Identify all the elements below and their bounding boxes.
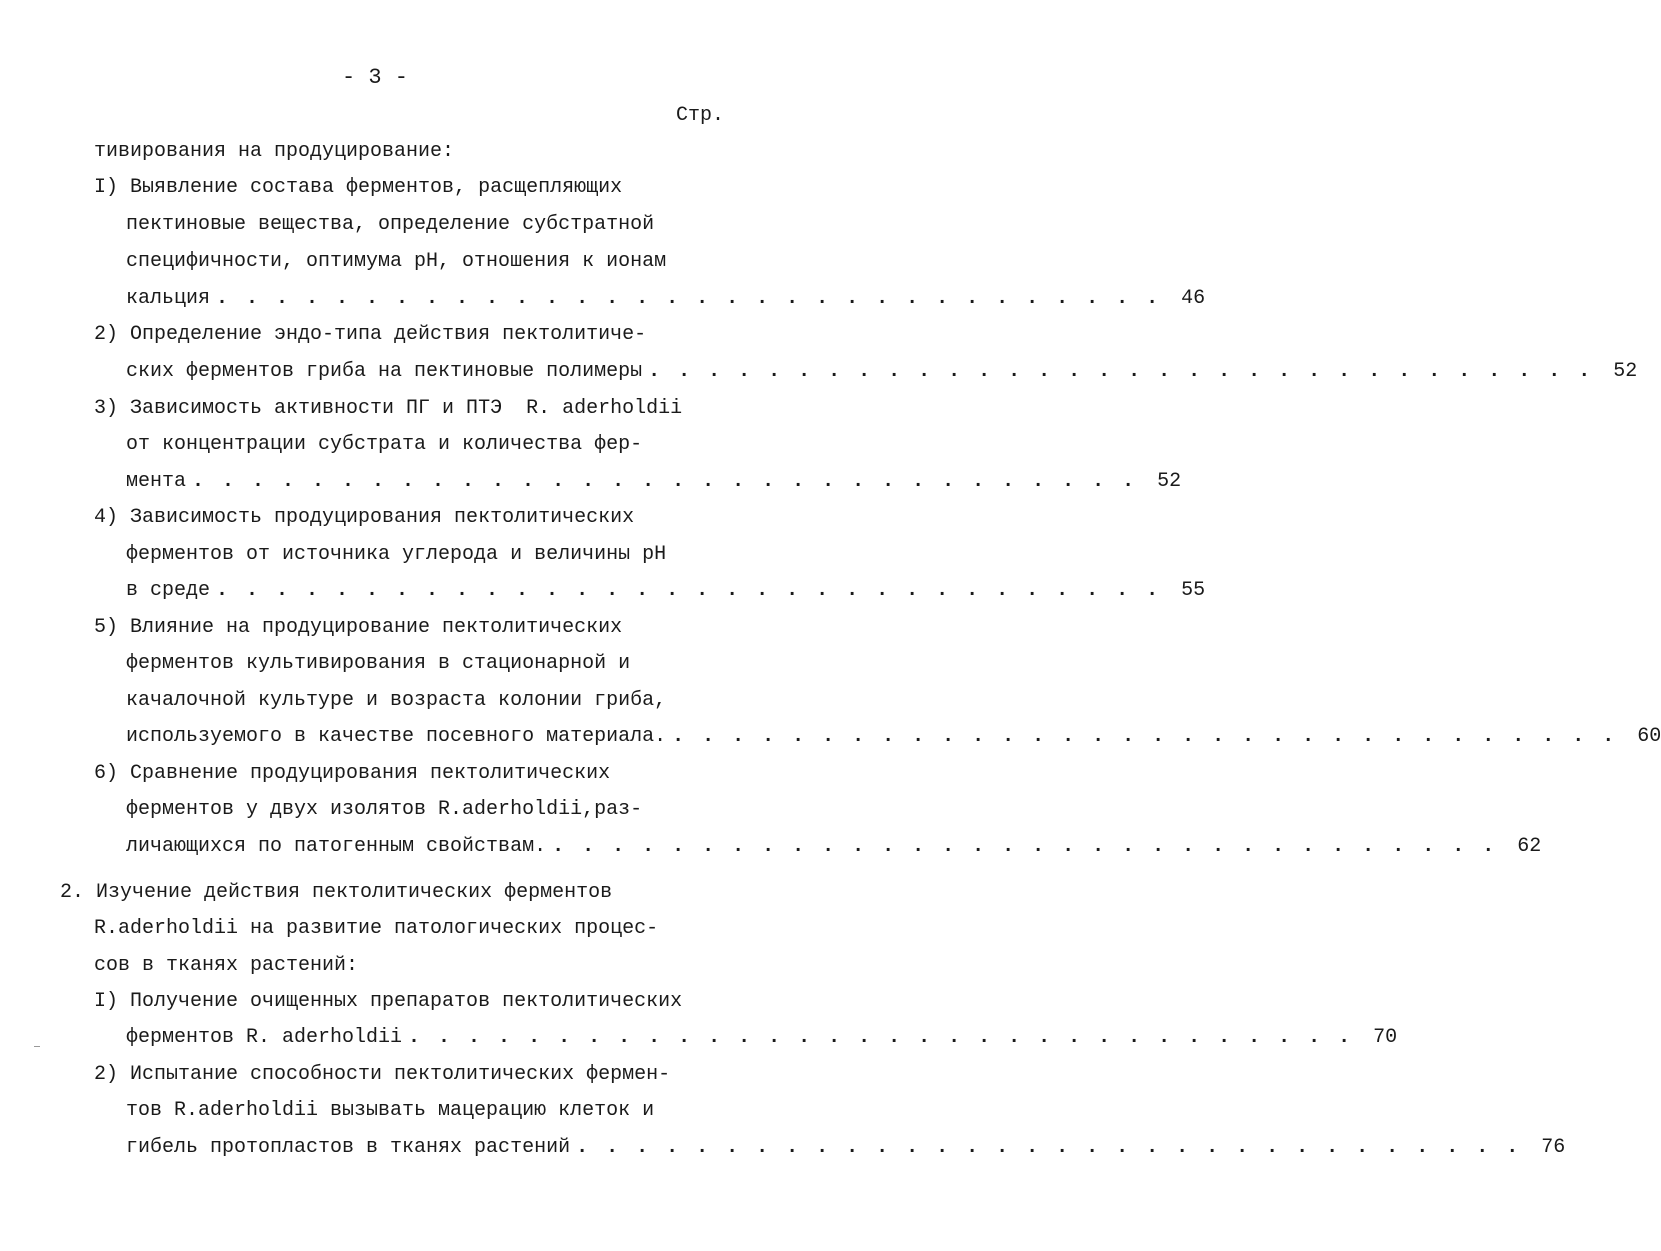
toc-line: мента	[126, 470, 187, 493]
toc-line: ферментов культивирования в стационарной и	[126, 652, 631, 675]
toc-entry-final-line	[126, 470, 1182, 494]
toc-line: специфичности, оптимума рН, отношения к ионам	[126, 250, 667, 273]
toc-line: 2) Определение эндо-типа действия пектолитиче-	[94, 323, 647, 346]
toc-line: ских ферментов гриба на пектиновые полимеры	[126, 360, 643, 383]
toc-entry-final-line	[126, 725, 1661, 749]
dot-leader: . . . . . . . . . . . . . . . . . . . . . . . . . . . . . . . .	[216, 579, 1162, 602]
toc-page-number: 46	[1181, 287, 1206, 310]
toc-page-number: 55	[1181, 579, 1206, 602]
toc-line: кальция	[126, 287, 211, 310]
toc-entry-final-line	[126, 287, 1206, 311]
toc-line: тов R.aderholdii вызывать мацерацию клеток и	[126, 1099, 655, 1122]
toc-line: I) Выявление состава ферментов, расщепляющих	[94, 176, 623, 199]
toc-page-number: 52	[1613, 360, 1638, 383]
toc-entry-final-line	[126, 835, 1542, 859]
dot-leader: . . . . . . . . . . . . . . . . . . . . . . . . . . . . . . . .	[576, 1136, 1522, 1159]
toc-entry-final-line	[126, 579, 1206, 603]
toc-page-number: 52	[1157, 470, 1182, 493]
toc-line: I) Получение очищенных препаратов пектолитических	[94, 990, 683, 1013]
dot-leader: . . . . . . . . . . . . . . . . . . . . . . . . . . . . . . . .	[648, 360, 1594, 383]
toc-line: пектиновые вещества, определение субстратной	[126, 213, 655, 236]
dot-leader: . . . . . . . . . . . . . . . . . . . . . . . . . . . . . . . .	[552, 835, 1498, 858]
toc-line: R.aderholdii на развитие патологических процес-	[94, 917, 659, 940]
toc-line: 6) Сравнение продуцирования пектолитических	[94, 762, 611, 785]
toc-line: 3) Зависимость активности ПГ и ПТЭ R. aderholdii	[94, 397, 683, 420]
toc-entry-final-line	[126, 360, 1638, 384]
toc-section-heading: 2. Изучение действия пектолитических ферментов	[60, 881, 613, 904]
toc-entry-final-line	[126, 1136, 1566, 1160]
dot-leader: . . . . . . . . . . . . . . . . . . . . . . . . . . . . . . . .	[192, 470, 1138, 493]
dot-leader: . . . . . . . . . . . . . . . . . . . . . . . . . . . . . . . .	[216, 287, 1162, 310]
toc-line: 2) Испытание способности пектолитических фермен-	[94, 1063, 671, 1086]
page-number: - 3 -	[341, 65, 408, 90]
dot-leader: . . . . . . . . . . . . . . . . . . . . . . . . . . . . . . . .	[408, 1026, 1354, 1049]
toc-page-number: 60	[1637, 725, 1661, 748]
toc-page-number: 70	[1373, 1026, 1398, 1049]
toc-line: качалочной культуре и возраста колонии гриба,	[126, 689, 667, 712]
toc-line: сов в тканях растений:	[94, 954, 359, 977]
toc-entry-final-line	[126, 1026, 1398, 1050]
toc-page-number: 62	[1517, 835, 1542, 858]
toc-line: от концентрации субстрата и количества фер-	[126, 433, 643, 456]
toc-line: ферментов от источника углерода и величины рН	[126, 543, 667, 566]
toc-line: ферментов у двух изолятов R.aderholdii,раз-	[126, 798, 643, 821]
toc-line: тивирования на продуцирование:	[94, 140, 455, 163]
toc-line: личающихся по патогенным свойствам.	[126, 835, 547, 858]
toc-line: 4) Зависимость продуцирования пектолитических	[94, 506, 635, 529]
pages-column-label: Стр.	[676, 104, 725, 127]
margin-mark	[34, 1046, 40, 1047]
toc-line: в среде	[126, 579, 211, 602]
toc-line: гибель протопластов в тканях растений	[126, 1136, 571, 1159]
toc-line: ферментов R. aderholdii	[126, 1026, 403, 1049]
toc-line: используемого в качестве посевного материала.	[126, 725, 667, 748]
toc-line: 5) Влияние на продуцирование пектолитических	[94, 616, 623, 639]
dot-leader: . . . . . . . . . . . . . . . . . . . . . . . . . . . . . . . .	[672, 725, 1618, 748]
toc-page-number: 76	[1541, 1136, 1566, 1159]
